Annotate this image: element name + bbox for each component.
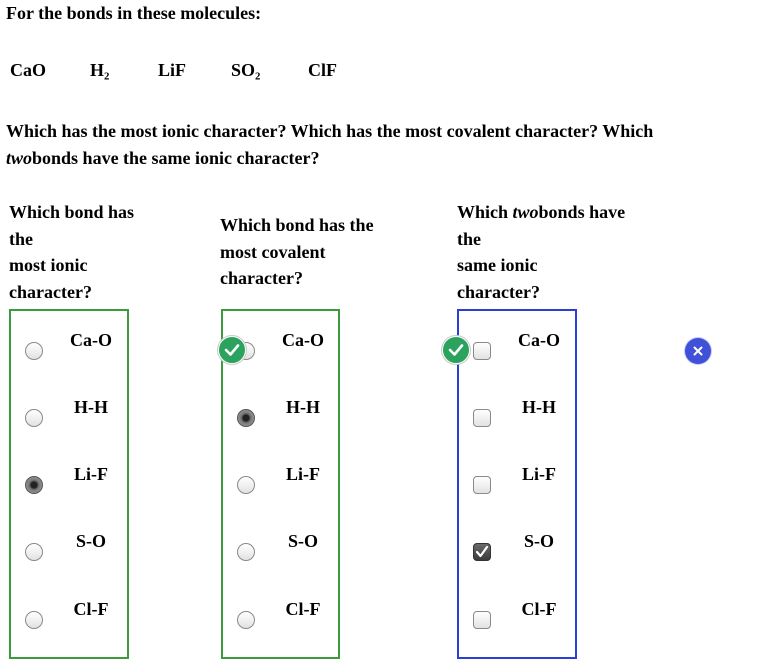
heading-line: the [457,228,481,249]
option-label: Ca-O [70,330,112,350]
same-ionic-checkbox-group [457,309,577,659]
option-s-o[interactable] [223,524,338,590]
option-label: Cl-F [521,599,557,619]
option-label: S-O [75,531,106,551]
option-li-f[interactable] [459,457,575,523]
radio-button[interactable] [237,543,255,561]
option-h-h[interactable] [459,390,575,456]
radio-button-selected[interactable] [237,409,255,427]
heading-rest: bonds have [538,202,626,222]
option-label: Cl-F [73,599,109,619]
molecule-clf: ClF [308,60,337,80]
heading-line: the [9,228,33,249]
most-ionic-radio-group [9,309,129,659]
option-label: H-H [286,397,320,417]
heading-line: character? [457,281,540,302]
checkbox[interactable] [473,611,491,629]
option-label: H-H [74,397,108,417]
option-cl-f[interactable] [223,592,338,658]
molecule-h2: H₂ [90,60,110,80]
heading-line: character? [9,281,92,302]
option-li-f[interactable] [11,457,127,523]
checkbox[interactable] [473,342,491,360]
radio-button[interactable] [25,342,43,360]
heading-line: Which bond has [9,202,135,222]
option-h-h[interactable] [223,390,338,456]
heading-emphasis: two [512,202,539,222]
option-label: Cl-F [285,599,321,619]
radio-button[interactable] [237,476,255,494]
question-part1: Which has the most ionic character? Which has the most covalent character? Which [6,121,654,141]
close-circle-icon[interactable] [685,338,711,364]
molecule-so2: SO₂ [231,60,261,80]
page-title: For the bonds in these molecules: [6,3,262,23]
radio-button-selected[interactable] [25,476,43,494]
radio-button[interactable] [25,409,43,427]
heading-line [457,199,625,226]
option-label: Ca-O [282,330,324,350]
column-2-heading [220,212,374,292]
option-label: S-O [523,531,554,551]
option-ca-o[interactable] [11,323,127,389]
option-label: Li-F [74,464,108,484]
option-label: S-O [287,531,318,551]
option-ca-o[interactable] [459,323,575,389]
heading-line: same ionic [457,255,538,275]
checkbox[interactable] [473,476,491,494]
heading-line: most covalent [220,241,326,262]
option-s-o[interactable] [459,524,575,590]
radio-button[interactable] [25,611,43,629]
checkmark-icon [476,545,488,559]
option-li-f[interactable] [223,457,338,523]
heading-line: character? [220,268,303,288]
question-part2: bonds have the same ionic character? [32,148,320,168]
heading-line: Which bond has the [220,215,374,235]
radio-button[interactable] [237,611,255,629]
option-cl-f[interactable] [11,592,127,658]
option-label: Li-F [522,464,556,484]
molecule-lif: LiF [158,60,187,80]
heading-line: most ionic [9,255,88,275]
option-label: Li-F [286,464,320,484]
check-circle-icon [442,336,470,364]
checkbox[interactable] [473,409,491,427]
heading-pre: Which [457,202,513,222]
option-h-h[interactable] [11,390,127,456]
check-circle-icon [218,336,246,364]
option-s-o[interactable] [11,524,127,590]
molecule-cao: CaO [10,60,46,80]
option-cl-f[interactable] [459,592,575,658]
option-label: Ca-O [518,330,560,350]
column-1-heading [9,199,134,305]
radio-button[interactable] [25,543,43,561]
question-emphasis: two [6,148,33,168]
checkbox-checked[interactable] [473,543,491,561]
option-label: H-H [522,397,556,417]
question-text [6,118,783,172]
column-3-heading [457,199,625,305]
